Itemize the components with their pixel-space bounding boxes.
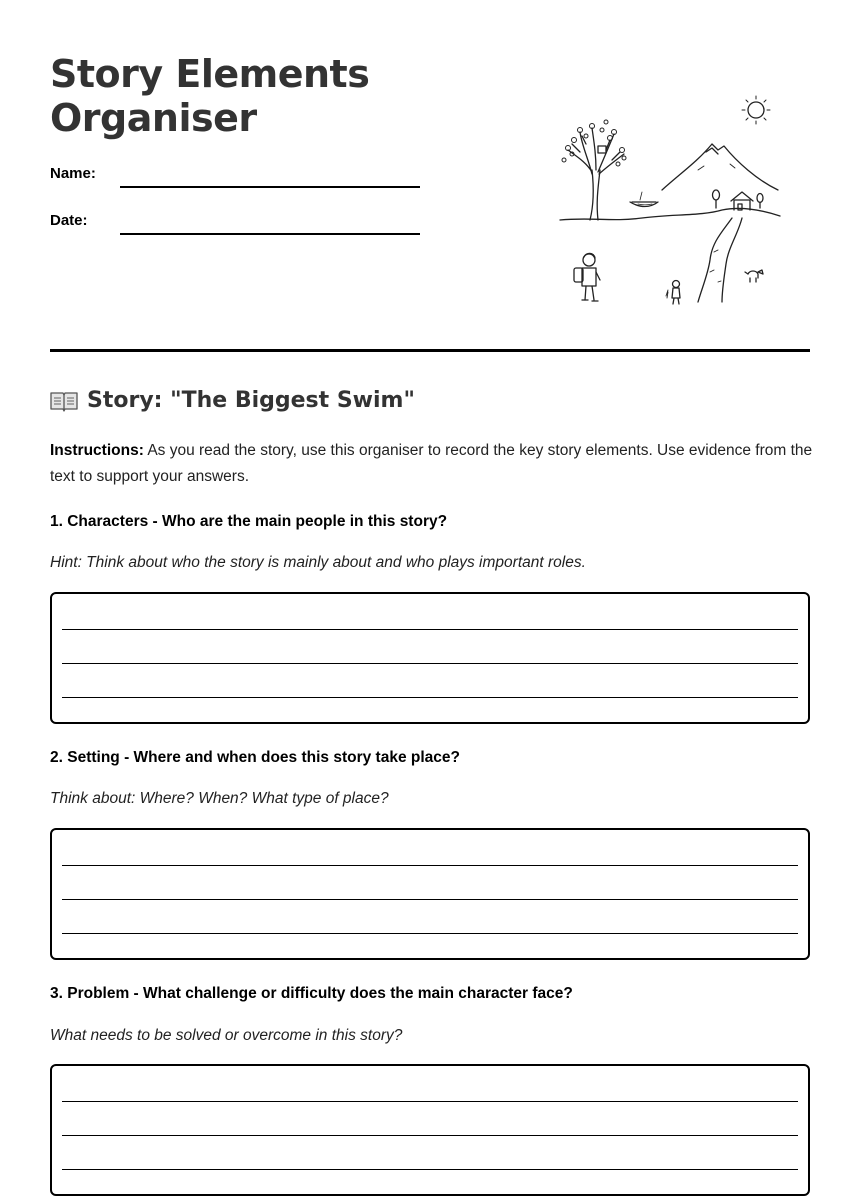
question-2-hint: Think about: Where? When? What type of place? <box>50 790 389 807</box>
answer-line <box>62 899 798 900</box>
question-3-hint: What needs to be solved or overcome in this story? <box>50 1027 403 1044</box>
answer-line <box>62 697 798 698</box>
answer-line <box>62 1101 798 1102</box>
answer-line <box>62 865 798 866</box>
instructions-text: As you read the story, use this organiser to record the key story elements. Use evidence from the text to support your answers. <box>50 442 813 485</box>
answer-line <box>62 663 798 664</box>
title-line-1: Story Elements <box>50 52 370 96</box>
instructions-paragraph <box>50 438 815 490</box>
question-3-answer-box[interactable] <box>50 1064 810 1196</box>
storybook-landscape-illustration <box>552 92 784 310</box>
question-2-answer-box[interactable] <box>50 828 810 960</box>
name-label: Name: <box>50 165 96 182</box>
story-title: Story: "The Biggest Swim" <box>87 388 415 413</box>
date-field[interactable] <box>120 233 420 235</box>
question-1-answer-box[interactable] <box>50 592 810 724</box>
answer-line <box>62 1135 798 1136</box>
date-label: Date: <box>50 212 88 229</box>
answer-line <box>62 1169 798 1170</box>
question-3-title: 3. Problem - What challenge or difficulty does the main character face? <box>50 985 573 1002</box>
question-1-title: 1. Characters - Who are the main people in this story? <box>50 513 448 530</box>
answer-line <box>62 629 798 630</box>
page-title <box>50 52 369 140</box>
question-1-hint: Hint: Think about who the story is mainly about and who plays important roles. <box>50 554 586 571</box>
title-line-2: Organiser <box>50 96 257 140</box>
instructions-label: Instructions: <box>50 442 144 459</box>
question-2-title: 2. Setting - Where and when does this story take place? <box>50 749 460 766</box>
open-book-icon <box>50 390 78 412</box>
header-divider <box>50 349 810 352</box>
answer-line <box>62 933 798 934</box>
story-heading <box>50 388 415 413</box>
name-field[interactable] <box>120 186 420 188</box>
